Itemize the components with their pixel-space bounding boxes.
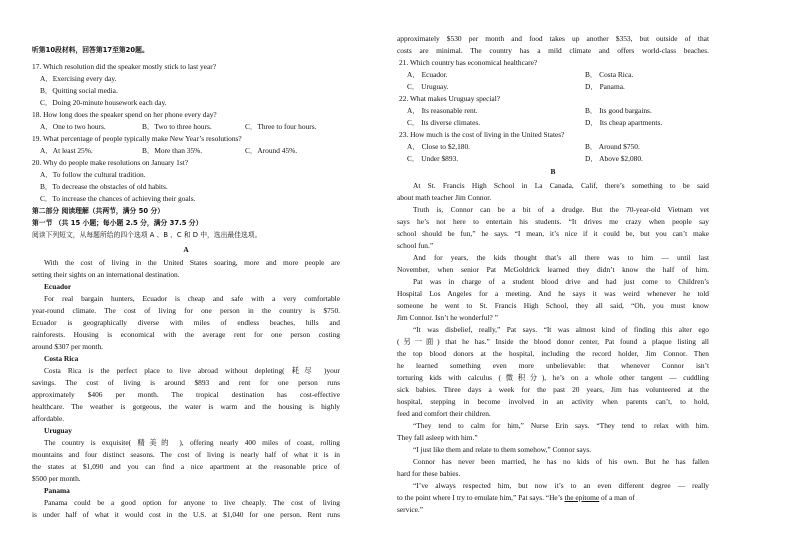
uruguay-line-1: The country is exquisite( 精美的 ), offering nearly 400 miles of coast, rolling: [44, 438, 340, 447]
passage-a-intro-line-2: setting their sights on an international destination.: [32, 270, 180, 279]
section-one-heading: 第一节 （共 15 小题；每小题 2.5 分，满分 37.5 分）: [32, 219, 203, 227]
q22-option-b: B． Its good bargains.: [585, 106, 652, 115]
q22-option-d: D． Its cheap apartments.: [585, 118, 663, 127]
q17-option-b: B．Quitting social media.: [40, 86, 118, 95]
passage-b-line-9: Pat was in charge of a student blood drive and had just come to Children’s: [413, 277, 709, 286]
passage-b-line-1: At St. Francis High School in La Canada, Calif, there’s something to be said: [413, 181, 709, 190]
q17-option-c: C．Doing 20-minute housework each day.: [40, 98, 167, 107]
ecuador-heading: Ecuador: [44, 282, 72, 291]
ecuador-line-5: around $307 per month.: [32, 342, 104, 351]
ecuador-line-1: For real bargain hunters, Ecuador is cheap and safe with a very comfortable: [44, 294, 340, 303]
passage-b-line-20: feed and comfort their children.: [397, 409, 491, 418]
costa-rica-line-5: affordable.: [32, 414, 65, 423]
question-17: 17. Which resolution did the speaker mostly stick to last year?: [32, 62, 216, 71]
q19-option-c: C．Around 45%.: [245, 146, 298, 155]
passage-b-line-28: service.”: [397, 505, 424, 514]
q20-option-c: C．To increase the chances of achieving their goals.: [40, 194, 196, 203]
line-27-text-before: to the point where I try to emulate him,” Pat says. “He’s: [397, 493, 565, 502]
q21-option-b: B． Costa Rica.: [585, 70, 634, 79]
passage-b-line-16: he learned something even more unbelievable: that whenever Connor isn’t: [397, 361, 709, 370]
passage-b-line-15: the top blood donors at the hospital, including the record holder, Jim Connor. Then: [397, 349, 709, 358]
reading-instruction: 阅读下列短文，从每题所给的四个选项 A 、B 、C 和 D 中，选出最佳选项。: [32, 231, 262, 239]
passage-b-label: B: [550, 167, 556, 176]
q23-option-d: D． Above $2,080.: [585, 154, 643, 163]
passage-b-line-26: “I’ve always respected him, but now it’s to an even different degree — really: [413, 481, 709, 490]
part-two-heading: 第二部分 阅读理解（共两节，满分 50 分）: [32, 207, 165, 215]
passage-b-line-11: someone he went to St. Francis High School, they all said, “Oh, you must know: [397, 301, 709, 310]
passage-b-line-6: school fun.”: [397, 241, 434, 250]
passage-a-label: A: [183, 245, 189, 254]
passage-b-line-7: And for years, the kids thought that’s all there was to him — until last: [413, 253, 709, 262]
uruguay-heading: Uruguay: [44, 426, 72, 435]
question-20: 20. Why do people make resolutions on January 1st?: [32, 158, 189, 167]
passage-b-line-23: “I just like them and relate to them somehow,” Connor says.: [413, 445, 592, 454]
passage-b-line-27: [397, 493, 709, 503]
passage-a-intro-line-1: With the cost of living in the United States soaring, more and more people are: [44, 258, 340, 267]
passage-b-line-4: says he’s not here to entertain his students. “It drives me crazy when people say: [397, 217, 709, 226]
question-19: 19. What percentage of people typically make New Year’s resolutions?: [32, 134, 242, 143]
question-22: 22. What makes Uruguay special?: [399, 94, 501, 103]
passage-b-line-14: (另一面) that he has.” Inside the blood donor center, Pat found a plaque listing all: [397, 337, 709, 346]
costa-rica-heading: Costa Rica: [44, 354, 79, 363]
uruguay-line-3: the states at $1,090 and you can find a nice apartment at the reasonable price of: [32, 462, 340, 471]
costa-rica-line-2: savings. The cost of living is around $893 and rent for one person runs: [32, 378, 340, 387]
passage-b-line-25: hard for these babies.: [397, 469, 461, 478]
panama-line-4: costs are minimal. The country has a mild climate and offers world-class beaches.: [397, 46, 709, 55]
passage-b-line-18: sick babies. Three days a week for the past 20 years, Jim has volunteered at the: [397, 385, 709, 394]
passage-b-line-12: Jim Connor. Isn’t he wonderful? ”: [397, 313, 498, 322]
line-27-text-after: of a man of: [599, 493, 635, 502]
q19-option-b: B．More than 35%.: [142, 146, 203, 155]
q21-option-c: C． Uruguay.: [407, 82, 449, 91]
q19-option-a: A．At least 25%.: [40, 146, 93, 155]
costa-rica-line-1: Costa Rica is the perfect place to live abroad without depleting( 耗尽 )your: [44, 366, 340, 375]
panama-line-3: approximately $530 per month and food takes up another $353, but outside of that: [397, 34, 709, 43]
passage-b-line-2: about math teacher Jim Connor.: [397, 193, 492, 202]
q20-option-a: A．To follow the cultural tradition.: [40, 170, 146, 179]
costa-rica-line-4: healthcare. The weather is gorgeous, the water is warm and the housing is highly: [32, 402, 340, 411]
passage-b-line-13: “It was disbelief, really,” Pat says. “It was almost kind of finding this alter ego: [413, 325, 709, 334]
q18-option-c: C．Three to four hours.: [245, 122, 317, 131]
ecuador-line-2: year-round climate. The cost of living for one person in the country is $750.: [32, 306, 340, 315]
passage-b-line-19: hospital, stepping in become involved in an activity when parents can’t, to hold,: [397, 397, 709, 406]
q23-option-c: C． Under $893.: [407, 154, 459, 163]
costa-rica-line-3: approximately $406 per month. The tropical destination has cost-effective: [32, 390, 340, 399]
panama-heading: Panama: [44, 486, 70, 495]
passage-b-line-8: November, when senior Pat McGoldrick learned they didn’t know the half of him.: [397, 265, 709, 274]
question-23: 23. How much is the cost of living in the United States?: [399, 130, 565, 139]
question-21: 21. Which country has economical healthcare?: [399, 58, 538, 67]
underlined-phrase: the epitome: [564, 493, 600, 502]
q18-option-b: B．Two to three hours.: [142, 122, 212, 131]
q22-option-c: C． Its diverse climates.: [407, 118, 481, 127]
passage-b-line-5: school should be fun,” he says. “I mean, it’s nice if it could be, but you can’t make: [397, 229, 709, 238]
ecuador-line-3: Ecuador is geographically diverse with miles of endless beaches, hills and: [32, 318, 340, 327]
passage-b-line-21: “They tend to calm for him,” Nurse Erin says. “They tend to relax with him.: [413, 421, 709, 430]
q22-option-a: A． Its reasonable rent.: [407, 106, 478, 115]
passage-b-line-17: torturing kids with calculus (微积分), he’s on a whole other tangent — cuddling: [397, 373, 709, 382]
q21-option-a: A． Ecuador.: [407, 70, 448, 79]
passage-b-line-22: They fall asleep with him.”: [397, 433, 478, 442]
q20-option-b: B．To decrease the obstacles of old habits.: [40, 182, 168, 191]
panama-line-2: is under half of what it would cost in the U.S. at $1,040 for one person. Rent runs: [32, 510, 340, 519]
panama-line-1: Panama could be a good option for anyone to live cheaply. The cost of living: [44, 498, 340, 507]
listening-heading: 听第10段材料，回答第17至第20题。: [32, 46, 149, 54]
passage-b-line-24: Connor has never been married, he has no kids of his own. But he has fallen: [413, 457, 709, 466]
ecuador-line-4: rainforests. Housing is economical with the average rent for one person costing: [32, 330, 340, 339]
q21-option-d: D． Panama.: [585, 82, 625, 91]
q23-option-b: B． Around $750.: [585, 142, 640, 151]
q23-option-a: A． Close to $2,180.: [407, 142, 471, 151]
question-18: 18. How long does the speaker spend on her phone every day?: [32, 110, 217, 119]
q17-option-a: A．Exercising every day.: [40, 74, 117, 83]
q18-option-a: A．One to two hours.: [40, 122, 106, 131]
uruguay-line-4: $500 per month.: [32, 474, 81, 483]
passage-b-line-10: Hospital Los Angeles for a meeting. And he says it was weird whenever he told: [397, 289, 709, 298]
uruguay-line-2: mountains and four distinct seasons. The cost of living is nearly half of what it is in: [32, 450, 340, 459]
passage-b-line-3: Truth is, Connor can be a bit of a drudge. But the 70-year-old Vietnam vet: [413, 205, 709, 214]
